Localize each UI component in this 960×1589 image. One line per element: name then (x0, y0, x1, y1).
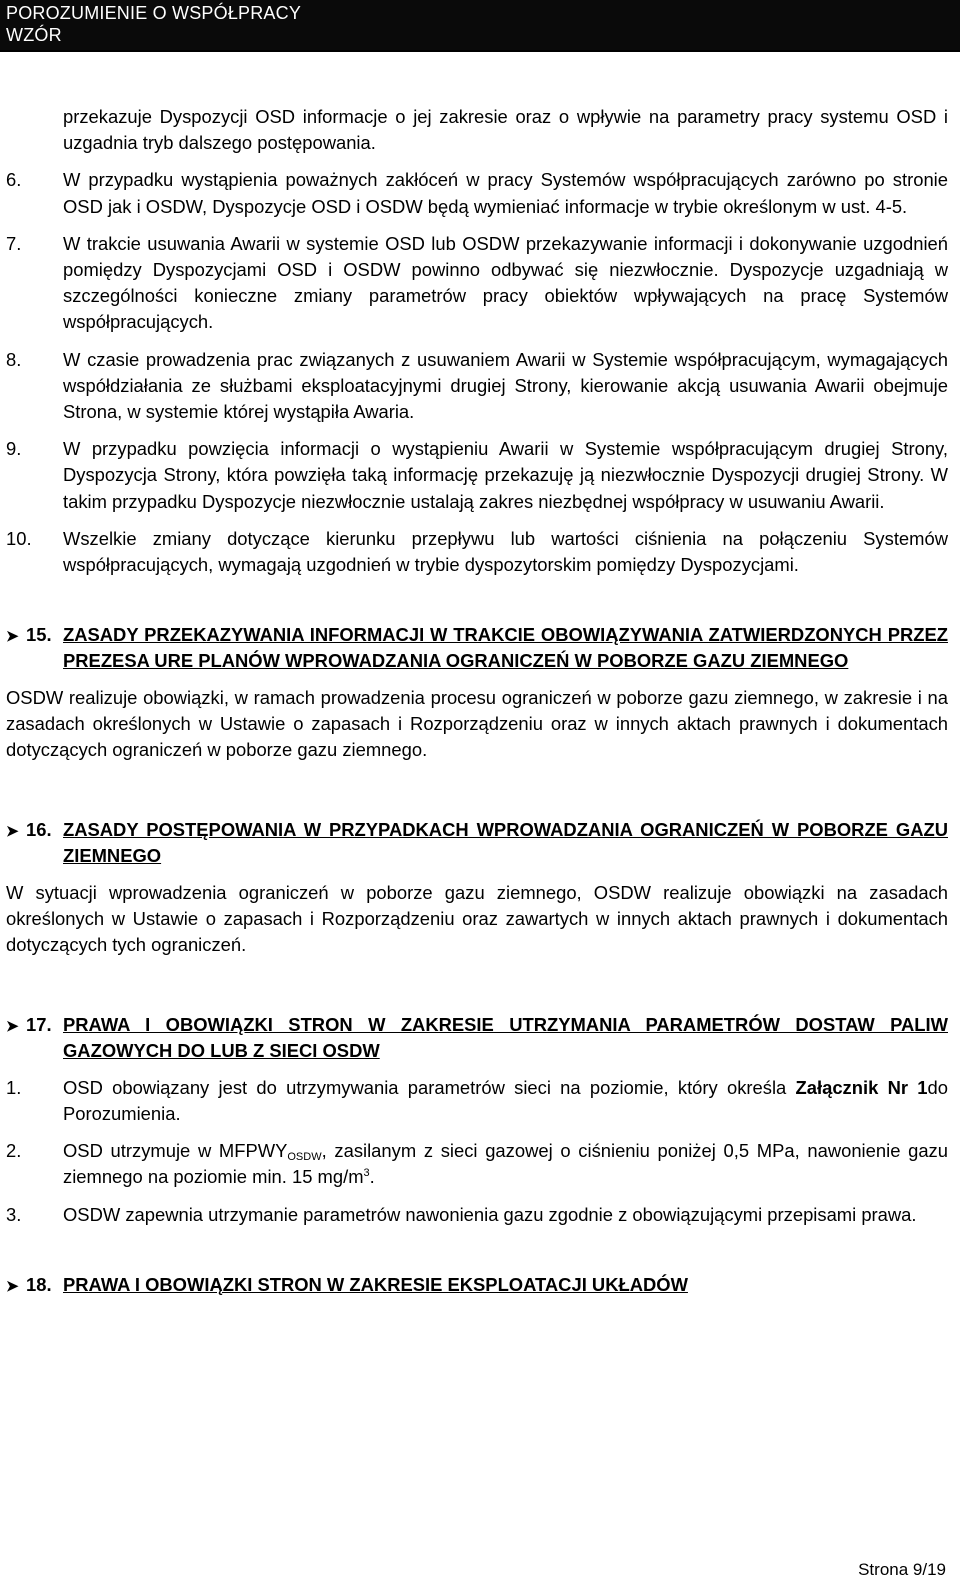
list-item (6, 1138, 948, 1190)
arrow-bullet-icon: ➤ (6, 628, 19, 646)
section-number: 15. (26, 624, 52, 646)
section-title: PRAWA I OBOWIĄZKI STRON W ZAKRESIE UTRZYMANIA PARAMETRÓW DOSTAW PALIW GAZOWYCH DO LUB Z SIECI OSDW (63, 1014, 948, 1062)
page-number: Strona 9/19 (858, 1560, 946, 1579)
section-heading-16 (6, 817, 948, 869)
list-item-text: OSD utrzymuje w MFPWY (63, 1140, 288, 1162)
section-number: 18. (26, 1273, 52, 1295)
section-title: ZASADY POSTĘPOWANIA W PRZYPADKACH WPROWADZANIA OGRANICZEŃ W POBORZE GAZU ZIEMNEGO (63, 819, 948, 867)
list-item-text: W trakcie usuwania Awarii w systemie OSD lub OSDW przekazywanie informacji i dokonywanie uzgodnień pomiędzy Dyspozycjami OSD i OSDW powinno odbywać się niezwłocznie. Dyspozycje uzgadniają w szczególności konieczne zmiany parametrów pracy obiektów wpływających na pracę Systemów współpracujących. (63, 232, 948, 333)
list-item (6, 347, 948, 426)
list-item-number: 9. (6, 438, 22, 460)
section-number: 16. (26, 819, 52, 841)
list-item (6, 167, 948, 219)
section-15-paragraph: OSDW realizuje obowiązki, w ramach prowadzenia procesu ograniczeń w poborze gazu ziemnego, w zakresie i na zasadach określonych w Ustawie o zapasach i Rozporządzeniu oraz w innych aktach prawnych i dokumentach dotyczących ograniczeń w poborze gazu ziemnego. (6, 686, 948, 761)
header-subtitle: WZÓR (6, 25, 62, 45)
list-item-text: Wszelkie zmiany dotyczące kierunku przepływu lub wartości ciśnienia na połączeniu Systemów współpracujących, wymagają uzgodnień w trybie dyspozytorskim pomiędzy Dyspozycjami. (63, 527, 948, 576)
list-item (6, 1075, 948, 1127)
list-item-text: OSD obowiązany jest do utrzymywania parametrów sieci na poziomie, który określa (63, 1076, 796, 1098)
arrow-bullet-icon: ➤ (6, 1277, 19, 1295)
list-item-text-end: . (369, 1166, 375, 1188)
section-title: ZASADY PRZEKAZYWANIA INFORMACJI W TRAKCIE OBOWIĄZYWANIA ZATWIERDZONYCH PRZEZ PREZESA URE PLANÓW WPROWADZANIA OGRANICZEŃ W POBORZE GAZU ZIEMNEGO (63, 624, 948, 672)
annex-reference: Załącznik Nr 1 (795, 1076, 928, 1098)
list-item-number: 3. (6, 1203, 22, 1225)
section-heading-18 (6, 1272, 948, 1298)
section-number: 17. (26, 1014, 52, 1036)
list-item-text: W przypadku powzięcia informacji o wystąpieniu Awarii w Systemie współpracującym drugiej Strony, Dyspozycja Strony, która powzięła taką informację przekazuję ją niezwłocznie Dyspozycji drugiej Strony. W takim przypadku Dyspozycje niezwłocznie ustalają zakres niezbędnej współpracy w usuwaniu Awarii. (63, 438, 948, 512)
section-title: PRAWA I OBOWIĄZKI STRON W ZAKRESIE EKSPLOATACJI UKŁADÓW (63, 1273, 688, 1295)
list-item (6, 1202, 948, 1228)
list-item-text: OSDW zapewnia utrzymanie parametrów nawonienia gazu zgodnie z obowiązującymi przepisami prawa. (63, 1203, 917, 1225)
list-item-number: 10. (6, 527, 32, 549)
superscript: 3 (363, 1167, 370, 1180)
list-item-text: W przypadku wystąpienia poważnych zakłóceń w pracy Systemów współpracujących zarówno po stronie OSD jak i OSDW, Dyspozycje OSD i OSDW będą wymieniać informacje w trybie określonym w ust. 4-5. (63, 169, 948, 217)
list-item-text-cont: , zasilanym z sieci gazowej o ciśnieniu poniżej 0,5 MPa, nawonienie gazu ziemnego na poziomie min. 15 mg/m (63, 1140, 948, 1188)
document-body (6, 104, 948, 1298)
subscript: OSDW (287, 1151, 322, 1164)
list-item (6, 104, 948, 156)
list-item-text: przekazuje Dyspozycji OSD informacje o jej zakresie oraz o wpływie na parametry pracy systemu OSD i uzgadnia tryb dalszego postępowania. (63, 106, 948, 154)
list-item (6, 231, 948, 336)
list-item-number: 2. (6, 1140, 22, 1162)
list-item-text: W czasie prowadzenia prac związanych z usuwaniem Awarii w Systemie współpracującym, wymagających współdziałania ze służbami eksploatacyjnymi drugiej Strony, kierowanie akcją usuwania Awarii obejmuje Strona, w systemie której wystąpiła Awaria. (63, 348, 948, 423)
list-item-text-tail: do Porozumienia. (63, 1076, 948, 1124)
section-heading-17 (6, 1012, 948, 1064)
list-item-number: 8. (6, 348, 22, 370)
list-item-number: 7. (6, 232, 22, 254)
header-title: POROZUMIENIE O WSPÓŁPRACY (6, 3, 302, 23)
arrow-bullet-icon: ➤ (6, 1018, 19, 1036)
document-header (0, 0, 960, 52)
list-item (6, 436, 948, 515)
section-16-paragraph: W sytuacji wprowadzenia ograniczeń w poborze gazu ziemnego, OSDW realizuje obowiązki na zasadach określonych w Ustawie o zapasach i Rozporządzeniu oraz zawartych w innych aktach prawnych i dokumentach dotyczących tych ograniczeń. (6, 881, 948, 956)
section-heading-15 (6, 622, 948, 674)
list-item (6, 526, 948, 578)
arrow-bullet-icon: ➤ (6, 823, 19, 841)
list-item-number: 6. (6, 169, 22, 191)
list-item-number: 1. (6, 1076, 22, 1098)
